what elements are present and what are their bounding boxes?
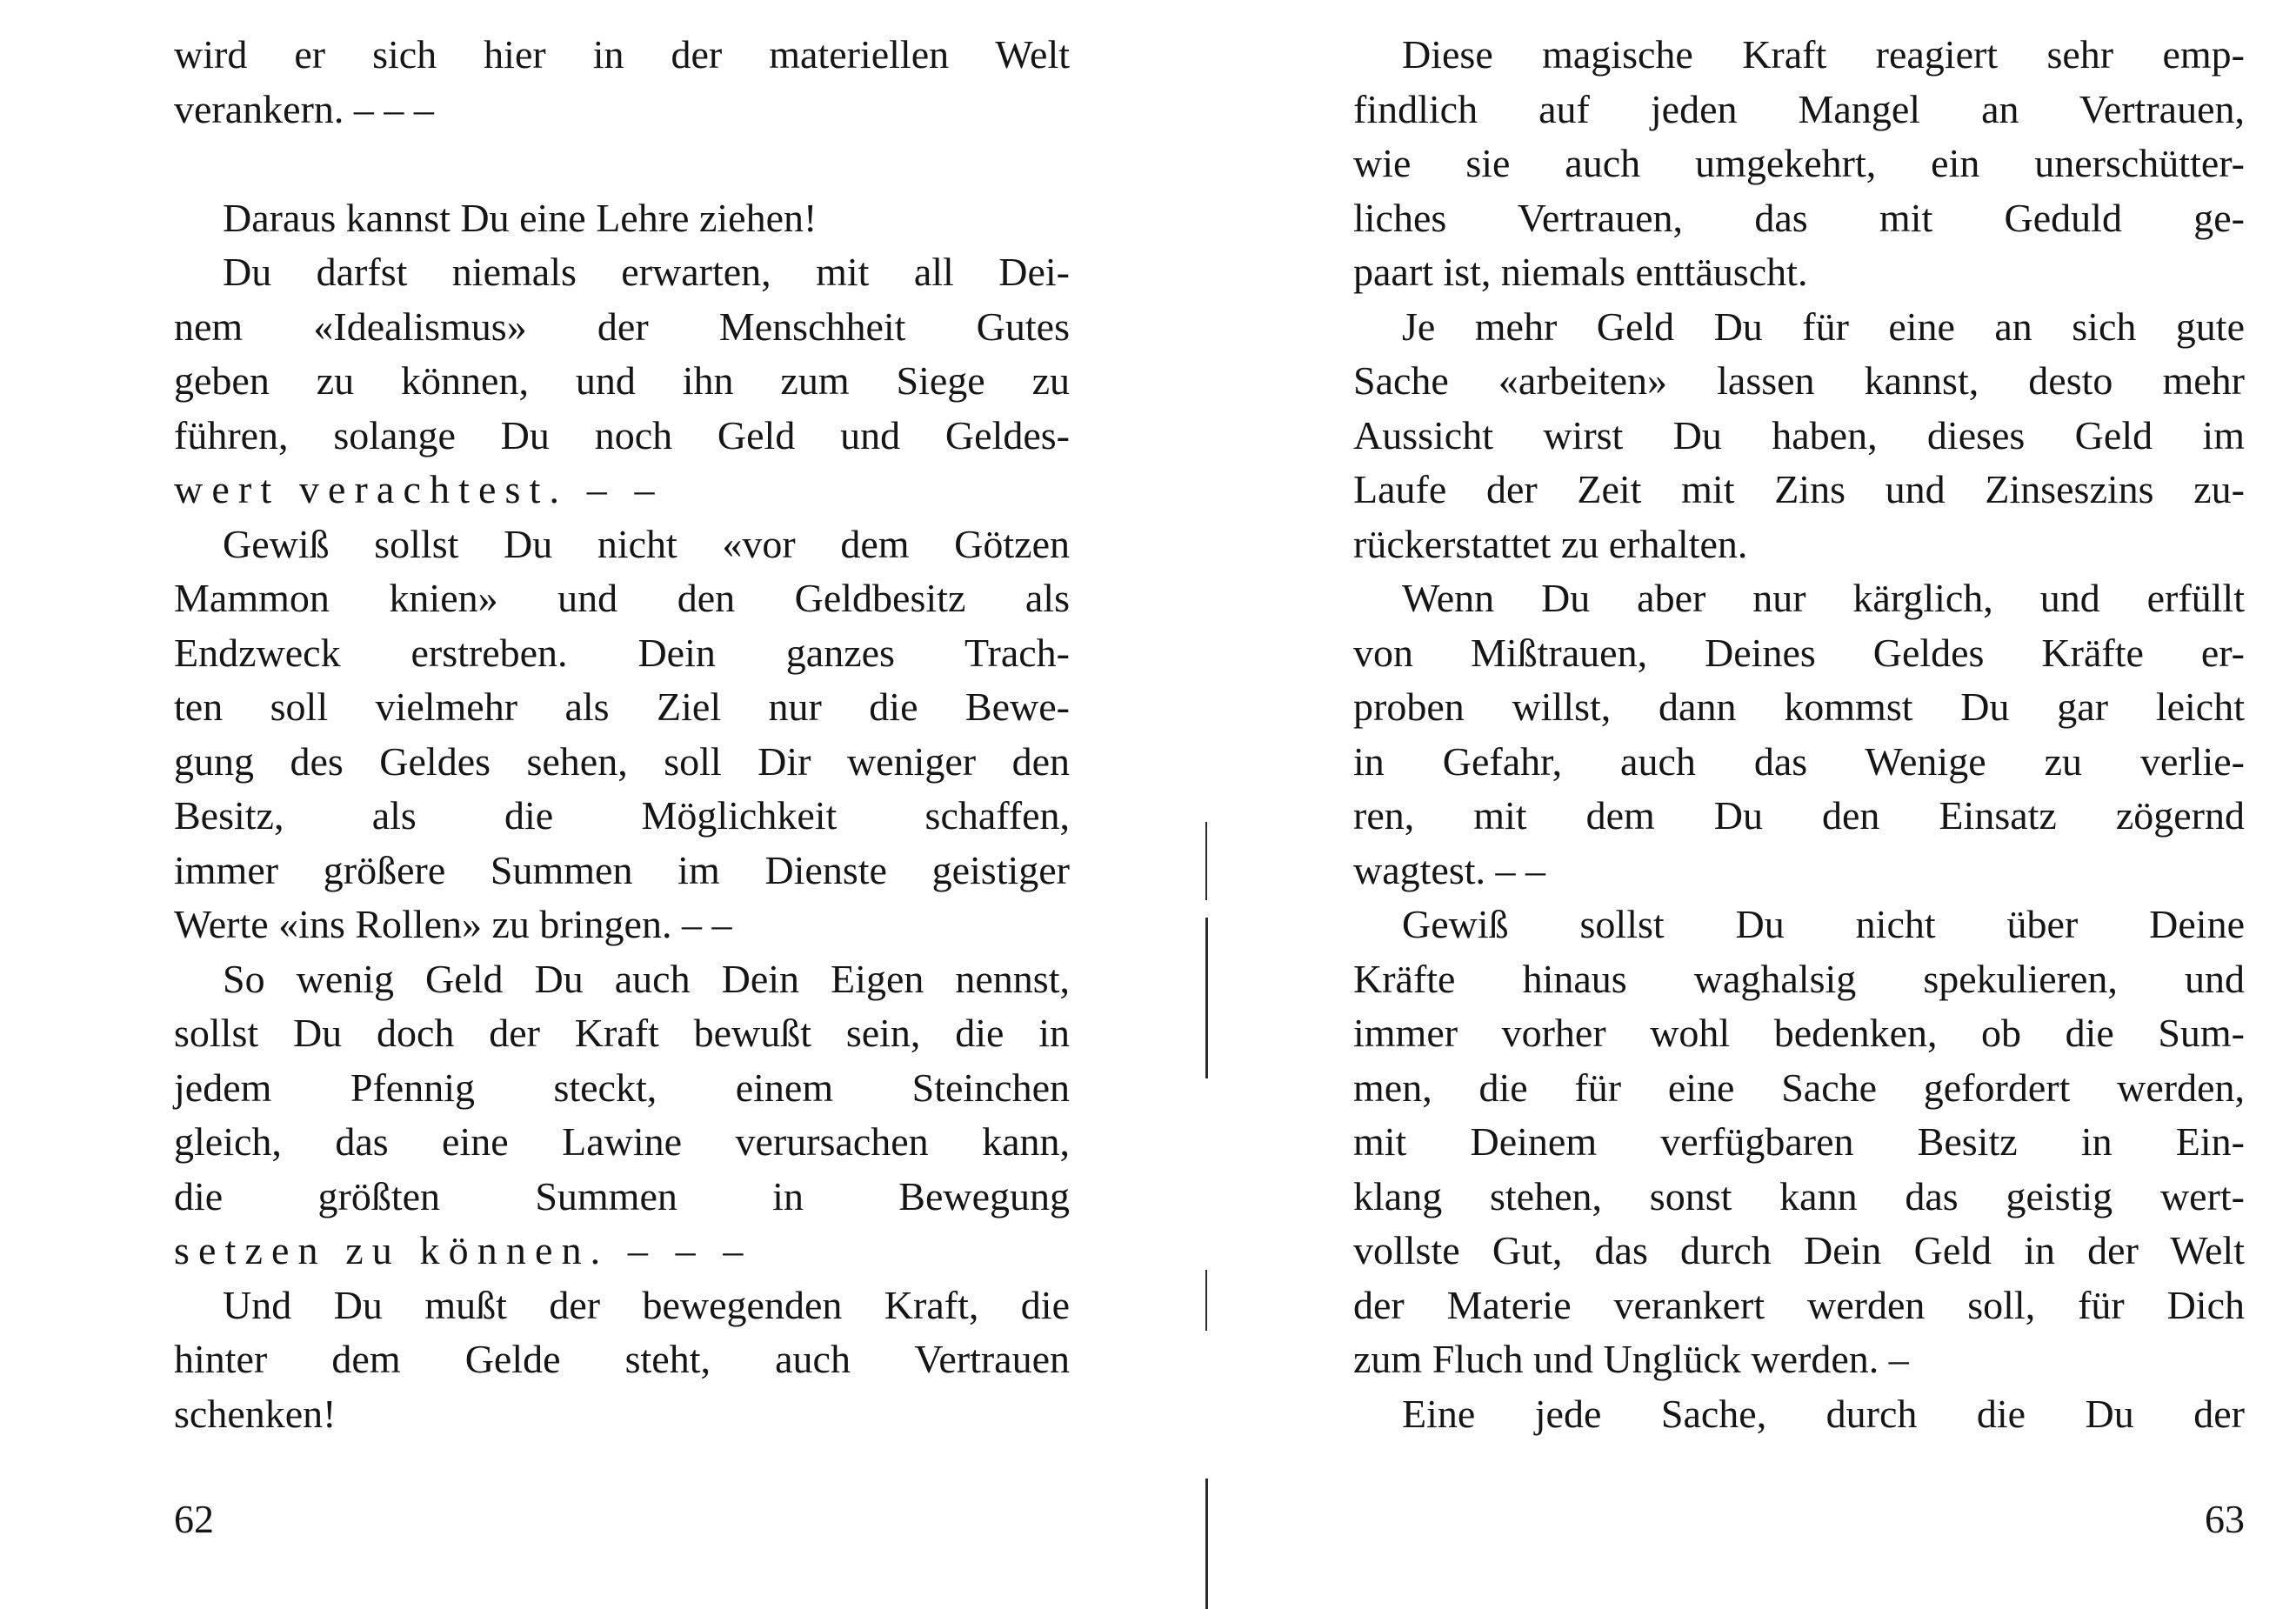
text-line: klang stehen, sonst kann das geistig wert- (1353, 1173, 2245, 1218)
text-line: Gewiß sollst Du nicht «vor dem Götzen (223, 521, 1070, 566)
paragraph-gap (174, 137, 1070, 191)
text-line: in Gefahr, auch das Wenige zu verlie- (1353, 738, 2245, 784)
text-line: Kräfte hinaus waghalsig spekulieren, und (1353, 956, 2245, 1001)
text-line: paart ist, niemals enttäuscht. (1353, 250, 1808, 294)
left-page (174, 0, 1070, 1609)
text-line: Daraus kannst Du eine Lehre ziehen! (223, 195, 818, 240)
text-line: nem «Idealismus» der Menschheit Gutes (174, 304, 1070, 349)
text-line: der Materie verankert werden soll, für Dich (1353, 1282, 2245, 1327)
text-line: rückerstattet zu erhalten. (1353, 521, 1748, 566)
text-line: Besitz, als die Möglichkeit schaffen, (174, 793, 1070, 838)
text-line: immer vorher wohl bedenken, ob die Sum- (1353, 1011, 2245, 1055)
text-line: Laufe der Zeit mit Zins und Zinseszins zu- (1353, 467, 2245, 511)
text-line: Du darfst niemals erwarten, mit all Dei- (223, 250, 1070, 294)
text-line: liches Vertrauen, das mit Geduld ge- (1353, 195, 2245, 240)
text-line: men, die für eine Sache gefordert werden, (1353, 1065, 2245, 1110)
right-page-text (1353, 28, 2245, 1441)
text-line: Gewiß sollst Du nicht über Deine (1402, 902, 2245, 946)
text-line: findlich auf jeden Mangel an Vertrauen, (1353, 86, 2245, 131)
text-line: immer größere Summen im Dienste geistiger (174, 847, 1070, 892)
text-line: gung des Geldes sehen, soll Dir weniger den (174, 738, 1070, 784)
text-line: von Mißtrauen, Deines Geldes Kräfte er- (1353, 630, 2245, 675)
text-line: die größten Summen in Bewegung (174, 1173, 1070, 1218)
text-line: wagtest. – – (1353, 847, 1546, 892)
left-page-text (174, 28, 1070, 1441)
right-page (1353, 0, 2245, 1609)
text-line: Je mehr Geld Du für eine an sich gute (1402, 304, 2245, 349)
book-gutter (1204, 0, 1211, 1609)
text-line: verankern. – – – (174, 86, 434, 131)
text-line: sollst Du doch der Kraft bewußt sein, die in (174, 1011, 1070, 1055)
text-line: Und Du mußt der bewegenden Kraft, die (223, 1282, 1070, 1327)
text-line: ren, mit dem Du den Einsatz zögernd (1353, 793, 2245, 838)
text-line: zum Fluch und Unglück werden. – (1353, 1337, 1909, 1381)
text-line: Eine jede Sache, durch die Du der (1402, 1391, 2245, 1436)
page-number: 62 (174, 1497, 214, 1541)
text-line: geben zu können, und ihn zum Siege zu (174, 358, 1070, 403)
text-line: führen, solange Du noch Geld und Geldes- (174, 412, 1070, 457)
text-line: setzen zu können. – – – (174, 1228, 752, 1272)
text-line: gleich, das eine Lawine verursachen kann, (174, 1119, 1070, 1164)
text-line: mit Deinem verfügbaren Besitz in Ein- (1353, 1119, 2245, 1164)
text-line: jedem Pfennig steckt, einem Steinchen (174, 1065, 1070, 1110)
text-line: Diese magische Kraft reagiert sehr emp- (1402, 32, 2245, 77)
text-line: Mammon knien» und den Geldbesitz als (174, 576, 1070, 620)
text-line: Werte «ins Rollen» zu bringen. – – (174, 902, 732, 946)
text-line: Sache «arbeiten» lassen kannst, desto mehr (1353, 358, 2245, 403)
text-line: schenken! (174, 1391, 337, 1436)
text-line: Wenn Du aber nur kärglich, und erfüllt (1402, 576, 2245, 620)
text-line: vollste Gut, das durch Dein Geld in der Welt (1353, 1228, 2245, 1272)
text-line: wird er sich hier in der materiellen Welt (174, 32, 1070, 77)
text-line: wie sie auch umgekehrt, ein unerschütter- (1353, 141, 2245, 185)
text-line: wert verachtest. – – (174, 467, 664, 511)
page-number: 63 (2205, 1497, 2245, 1541)
text-line: proben willst, dann kommst Du gar leicht (1353, 684, 2245, 729)
text-line: hinter dem Gelde steht, auch Vertrauen (174, 1337, 1070, 1381)
text-line: Endzweck erstreben. Dein ganzes Trach- (174, 630, 1070, 675)
text-line: Aussicht wirst Du haben, dieses Geld im (1353, 412, 2245, 457)
text-line: So wenig Geld Du auch Dein Eigen nennst, (223, 956, 1070, 1001)
text-line: ten soll vielmehr als Ziel nur die Bewe- (174, 684, 1070, 729)
